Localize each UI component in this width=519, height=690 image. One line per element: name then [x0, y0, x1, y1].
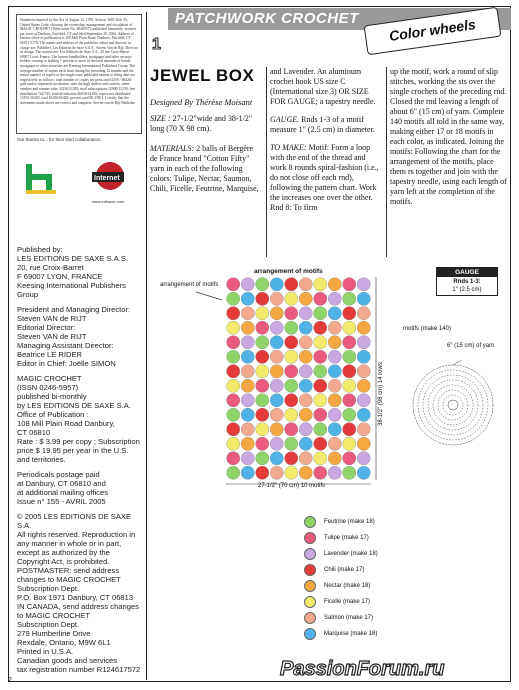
motif-circle — [357, 292, 370, 305]
legend-swatch — [304, 548, 316, 560]
motif-circle — [241, 278, 254, 291]
postage-line: at Danbury, CT 06810 and — [17, 479, 106, 488]
motif-circle — [343, 452, 356, 465]
motif-circle — [241, 379, 254, 392]
motif-circle — [299, 437, 312, 450]
materials-paragraph — [150, 144, 262, 194]
postage-line: Periodicals postage paid — [17, 470, 100, 479]
pointer-arrow-icon — [196, 290, 226, 302]
motif-circle — [241, 423, 254, 436]
motif-circle — [343, 292, 356, 305]
motif-circle — [285, 423, 298, 436]
motif-circle — [299, 350, 312, 363]
motif-circle — [241, 321, 254, 334]
size-label: SIZE : — [150, 114, 171, 123]
motif-circle — [343, 336, 356, 349]
motif-circle — [299, 408, 312, 421]
motif-circle — [241, 307, 254, 320]
motif-circle — [256, 292, 269, 305]
magazine-line: published bi-monthly — [17, 392, 87, 401]
legend-label: Marquise (make 18) — [324, 631, 378, 637]
copyright-line: Subscription Dept. — [17, 620, 80, 629]
motif-circle — [357, 423, 370, 436]
motif-circle — [357, 336, 370, 349]
legend-item — [304, 562, 378, 578]
legend-item — [304, 626, 378, 642]
motif-circle — [227, 278, 240, 291]
motif-circle — [343, 307, 356, 320]
magazine-line: CT 06810 — [17, 428, 51, 437]
page-number: 2 — [8, 677, 12, 684]
motif-circle — [270, 394, 283, 407]
legend-item — [304, 546, 378, 562]
magazine-line: MAGIC CROCHET — [17, 374, 82, 383]
motif-circle — [343, 466, 356, 479]
motif-circle — [299, 423, 312, 436]
gauge-box — [436, 267, 498, 296]
motif-circle — [227, 336, 240, 349]
motif-circle — [285, 437, 298, 450]
motif-circle — [299, 292, 312, 305]
motif-circle — [314, 321, 327, 334]
motif-circle — [328, 336, 341, 349]
motif-circle — [357, 394, 370, 407]
motif-circle — [357, 278, 370, 291]
legend-label: Lavender (make 18) — [324, 551, 378, 557]
motif-circle — [227, 321, 240, 334]
motif-circle — [241, 394, 254, 407]
motif-circle — [256, 379, 269, 392]
publisher-line: Published by: — [17, 245, 63, 254]
motif-circle — [314, 452, 327, 465]
publisher-line: F 69007 LYON, FRANCE — [17, 272, 103, 281]
motif-circle — [285, 379, 298, 392]
staff-line: President and Managing Director: — [17, 305, 131, 314]
magazine-line: Rate : $ 3.99 per copy ; Subscription price $ 19.95 per year in the U.S. and territories. — [17, 437, 140, 464]
postage-line: at additional mailing offices — [17, 488, 109, 497]
motif-circle — [343, 350, 356, 363]
publisher-line: Keesing International Publishers Group — [17, 281, 126, 299]
credit-line: Our thanks to... for their kind collaboration. — [17, 137, 102, 142]
motif-circle — [328, 394, 341, 407]
copyright-line: All rights reserved. Reproduction in any manner in whole or in part, except as authorized by the Copyright Act, is prohibited. — [17, 530, 136, 566]
staff-line: Managing Assistant Director: — [17, 341, 114, 350]
motif-circle — [285, 292, 298, 305]
motif-circle — [241, 452, 254, 465]
motif-circle — [314, 350, 327, 363]
motif-circle — [343, 379, 356, 392]
motif-circle — [285, 466, 298, 479]
motif-circle — [343, 408, 356, 421]
copyright-line: © 2005 LES EDITIONS DE SAXE S.A. — [17, 512, 132, 530]
legend-label: Nectar (make 18) — [324, 583, 371, 589]
motif-circle — [343, 394, 356, 407]
publisher-line: 20, rue Croix-Barret — [17, 263, 84, 272]
motif-circle — [270, 292, 283, 305]
motif-circle — [343, 423, 356, 436]
motif-circle — [256, 307, 269, 320]
motif-circle — [270, 379, 283, 392]
magazine-block — [17, 374, 142, 464]
motif-circle — [270, 321, 283, 334]
magazine-line: 108 Mill Plain Road Danbury, — [17, 419, 115, 428]
motif-circle — [299, 365, 312, 378]
motif-circle — [227, 394, 240, 407]
motif-circle — [357, 452, 370, 465]
motif-circle — [299, 452, 312, 465]
motif-circle — [256, 437, 269, 450]
legend-swatch — [304, 516, 316, 528]
motif-circle — [314, 379, 327, 392]
motif-circle — [328, 350, 341, 363]
legend-label: Tulipe (make 17) — [324, 535, 369, 541]
motif-circle — [270, 408, 283, 421]
column-divider — [266, 67, 267, 257]
motif-circle — [227, 292, 240, 305]
motif-circle — [227, 423, 240, 436]
category-tab-label: Color wheels — [388, 16, 477, 44]
copyright-line: Printed in U.S.A. — [17, 647, 74, 656]
instructions-column-3: up the motif, work a round of slip stitches, working the sts over the single crochets of the preceding rnd. Closed the rnd leaving a length of about 6" (15 cm) of yarn. Complete 140 motifs all told in the same way, making either 17 or 18 motifs in each color, as indicated. Joining the motifs: Following the chart for the arrangement of the motifs, place them rs together and join with the tapestry needle, using each length of yarn left at the completion of the motifs. — [390, 67, 507, 206]
legend-swatch — [304, 628, 316, 640]
publication-info — [17, 245, 142, 680]
diagram-title: arrangement of motifs — [254, 268, 323, 275]
staff-line: Editor in Chief: Joëlle SIMON — [17, 359, 116, 368]
svg-text:Internet: Internet — [94, 175, 120, 182]
motif-circle — [328, 466, 341, 479]
materials-continued: and Lavender. An aluminum crochet hook US size C (International size 3) OR SIZE FOR GAUGE; a tapestry needle. — [270, 67, 376, 106]
motif-circle — [270, 437, 283, 450]
motif-circle — [299, 466, 312, 479]
motif-circle — [314, 365, 327, 378]
motif-circle — [299, 321, 312, 334]
motif-circle — [227, 365, 240, 378]
motif-circle — [314, 437, 327, 450]
copyright-line: Canadian goods and services — [17, 656, 118, 665]
motif-circle — [270, 423, 283, 436]
legend-swatch — [304, 612, 316, 624]
motif-circle — [314, 292, 327, 305]
motif-circle — [270, 278, 283, 291]
legend-swatch — [304, 564, 316, 576]
staff-line: Steven VAN de RIJT — [17, 332, 87, 341]
motif-circle — [314, 307, 327, 320]
legend-label: Feutrine (make 18) — [324, 519, 375, 525]
legend-item — [304, 610, 378, 626]
motif-circle — [241, 408, 254, 421]
diagram-side-label: arrangement of motifs — [160, 282, 219, 288]
motif-circle — [328, 307, 341, 320]
site-watermark: PassionForum.ru — [280, 658, 445, 680]
motif-circle — [357, 379, 370, 392]
motif-circle — [343, 321, 356, 334]
motif-circle — [357, 350, 370, 363]
motif-circle — [285, 365, 298, 378]
motif-circle — [314, 423, 327, 436]
magazine-line: Office of Publication : — [17, 410, 89, 419]
magazine-line: by LES EDITIONS DE SAXE S.A. — [17, 401, 131, 410]
designer-byline: Designed By Thérèse Moisant — [150, 97, 253, 107]
motif-circle — [285, 307, 298, 320]
motif-circle — [285, 336, 298, 349]
copyright-line: 279 Humberline Drive — [17, 629, 91, 638]
motif-stitch-diagram — [408, 360, 498, 450]
legend-swatch — [304, 532, 316, 544]
legend-label: Chili (make 17) — [324, 567, 365, 573]
legal-statement: Statement required by the Act of August 12, 1970, Section 3685 Title 39, United States Code, showing the ownership, management and circulation of MAGIC CROCHET (Publication No. 0046957), published bimonthly, in times per years at Danbury, Fairfield, CT and filed September 30, 2004. Address of known office of publication is 108 Mill Plain Road, Danbury, Fairfield, CT 06811-5179. The names and address of the publisher, editor and director in charge are: Publisher, Les Editions de Saxe S.A.S., Steven Van de Rijt; Director in charge. The owners are: Les Editions de Saxe S.A., 20 rue Croix-Barret 69007 Lyon, France. The known bondholders, mortgages and other security holders owning or holding 1 percent or more of the total amounts of bonds, mortgages or other securities are Keesing International Publishers Group. The average number of copies each issue during the preceding 12 months and the actual number of copies of the single issue published nearest to filing date are respectively as follows: total number of copies net press run 61250 / 60420; paid and/or requested circulation; sales through dealers and carriers, street vendors and counter sales 32416/31205; mail subscriptions 12900/12150; free distribution 742/745; total distribution 46058/44100; copies not distributed 15192/16320; total 61250/60420; percent paid 98.3/98.3. I certify that the statements made above are correct and complete. Steven van de Rijt Publisher — [16, 14, 142, 134]
motif-circle — [299, 307, 312, 320]
motif-circle — [270, 307, 283, 320]
motif-circle — [227, 466, 240, 479]
motif-circle — [343, 437, 356, 450]
motif-circle — [285, 350, 298, 363]
width-label: 27-1/2" (70 cm) 10 motifs — [258, 483, 326, 489]
motif-circle — [285, 452, 298, 465]
staff-line: Steven VAN de RIJT — [17, 314, 87, 323]
gauge-paragraph — [270, 115, 382, 135]
tomake-label: TO MAKE: — [270, 143, 307, 152]
column-divider — [386, 67, 387, 257]
motif-circle — [343, 278, 356, 291]
size-text: 27-1/2"wide and 38-1/2" long (70 X 98 cm). — [150, 114, 253, 133]
motif-circle — [285, 321, 298, 334]
gauge-label: GAUGE. — [270, 115, 300, 124]
motif-circle — [299, 278, 312, 291]
motif-circle — [256, 452, 269, 465]
motif-circle — [285, 408, 298, 421]
motif-circle — [328, 452, 341, 465]
magazine-line: (ISSN 0246-5957) — [17, 383, 79, 392]
staff-line: Beatrice LE RIDER — [17, 350, 82, 359]
motif-circle — [256, 278, 269, 291]
legend-item — [304, 514, 378, 530]
motif-label: motifs (make 140) — [403, 326, 452, 332]
legend-swatch — [304, 596, 316, 608]
pattern-number: 1 — [152, 36, 161, 53]
motif-circle — [241, 336, 254, 349]
tomake-paragraph — [270, 143, 382, 213]
postage-block — [17, 470, 142, 506]
size-paragraph — [150, 114, 262, 134]
motif-circle — [270, 365, 283, 378]
motif-circle — [299, 379, 312, 392]
height-label: 38-1/2" (98 cm) 14 rows — [378, 362, 384, 426]
motif-circle — [357, 365, 370, 378]
section-title: PATCHWORK CROCHET — [175, 10, 359, 27]
materials-text: 2 balls of Bergère de France brand "Cotton Fifty" yarn in each of the following colors: Tulipe, Nectar, Saumon, Chili, Ficelle, Feutrine, Marquise, — [150, 144, 259, 193]
copyright-line: tax registration number R124617572 — [17, 665, 141, 674]
motif-circle — [357, 437, 370, 450]
motif-circle — [227, 437, 240, 450]
internet-logo-icon — [88, 160, 128, 198]
motif-circle — [314, 278, 327, 291]
copyright-line: Rexdale, Ontario, M9W 6L1 — [17, 638, 111, 647]
copyright-line: IN CANADA, send address changes to MAGIC CROCHET — [17, 602, 139, 620]
staff-line: Editorial Director: — [17, 323, 76, 332]
copyright-block — [17, 512, 142, 674]
motif-circle — [357, 307, 370, 320]
copyright-line: POSTMASTER: send address changes to MAGIC CROCHET Subscription Dept. — [17, 566, 121, 593]
website-link[interactable]: www.edisaxe.com — [92, 199, 125, 204]
legend-item — [304, 594, 378, 610]
motif-circle — [256, 365, 269, 378]
motif-circle — [256, 408, 269, 421]
gauge-box-value: 1" (2.5 cm) — [452, 287, 482, 293]
motif-circle — [299, 394, 312, 407]
motif-circle — [227, 307, 240, 320]
staff-block — [17, 305, 142, 368]
gauge-box-rnds: Rnds 1-3: — [453, 279, 481, 285]
motif-circle — [314, 408, 327, 421]
publisher-line: LES EDITIONS DE SAXE S.A.S. — [17, 254, 128, 263]
motif-circle — [314, 466, 327, 479]
instructions-column-2 — [270, 67, 382, 221]
motif-circle — [314, 394, 327, 407]
motif-circle — [328, 379, 341, 392]
motif-circle — [227, 452, 240, 465]
motif-circle — [328, 278, 341, 291]
copyright-line: P.O. Box 1971 Danbury, CT 06813 — [17, 593, 134, 602]
motif-circle — [256, 336, 269, 349]
motif-circle — [241, 466, 254, 479]
legend-item — [304, 530, 378, 546]
motif-yarn-label: 6" (15 cm) of yarn — [447, 343, 495, 349]
motif-circle — [328, 423, 341, 436]
gauge-text: Rnds 1-3 of a motif measure 1" (2.5 cm) in diameter. — [270, 115, 375, 134]
motif-circle — [328, 437, 341, 450]
legend-label: Ficelle (make 17) — [324, 599, 371, 605]
motif-circle — [227, 350, 240, 363]
legend-item — [304, 578, 378, 594]
motif-circle — [256, 321, 269, 334]
motif-circle — [241, 365, 254, 378]
motif-circle — [270, 452, 283, 465]
color-legend — [304, 514, 378, 642]
motif-circle — [270, 336, 283, 349]
motif-circle — [299, 336, 312, 349]
motif-circle — [357, 408, 370, 421]
motif-arrangement-grid — [226, 277, 371, 480]
legend-label: Salmon (make 17) — [324, 615, 374, 621]
motif-circle — [227, 379, 240, 392]
motif-circle — [256, 423, 269, 436]
pattern-title: JEWEL BOX — [150, 66, 255, 85]
motif-circle — [256, 394, 269, 407]
motif-circle — [328, 292, 341, 305]
motif-circle — [314, 336, 327, 349]
motif-circle — [241, 437, 254, 450]
motif-circle — [227, 408, 240, 421]
motif-circle — [270, 350, 283, 363]
tomake-text: Motif: Form a loop with the end of the thread and work 8 rounds spiral-fashion (i.e., do not close off each rnd), following the pattern chart. Work the increases one over the other. Rnd 8: To firm — [270, 143, 379, 212]
motif-circle — [328, 321, 341, 334]
materials-label: MATERIALS: — [150, 144, 195, 153]
motif-circle — [357, 466, 370, 479]
motif-circle — [256, 466, 269, 479]
legend-swatch — [304, 580, 316, 592]
motif-circle — [241, 292, 254, 305]
gauge-box-title: GAUGE — [437, 268, 497, 277]
postage-line: Issue n° 155 - AVRIL 2005 — [17, 497, 106, 506]
motif-circle — [256, 350, 269, 363]
motif-circle — [343, 365, 356, 378]
publisher-logo-icon — [24, 162, 64, 196]
publisher-block — [17, 245, 142, 299]
motif-circle — [328, 365, 341, 378]
motif-circle — [241, 350, 254, 363]
motif-circle — [328, 408, 341, 421]
motif-circle — [270, 466, 283, 479]
motif-circle — [357, 321, 370, 334]
motif-circle — [285, 278, 298, 291]
motif-circle — [285, 394, 298, 407]
